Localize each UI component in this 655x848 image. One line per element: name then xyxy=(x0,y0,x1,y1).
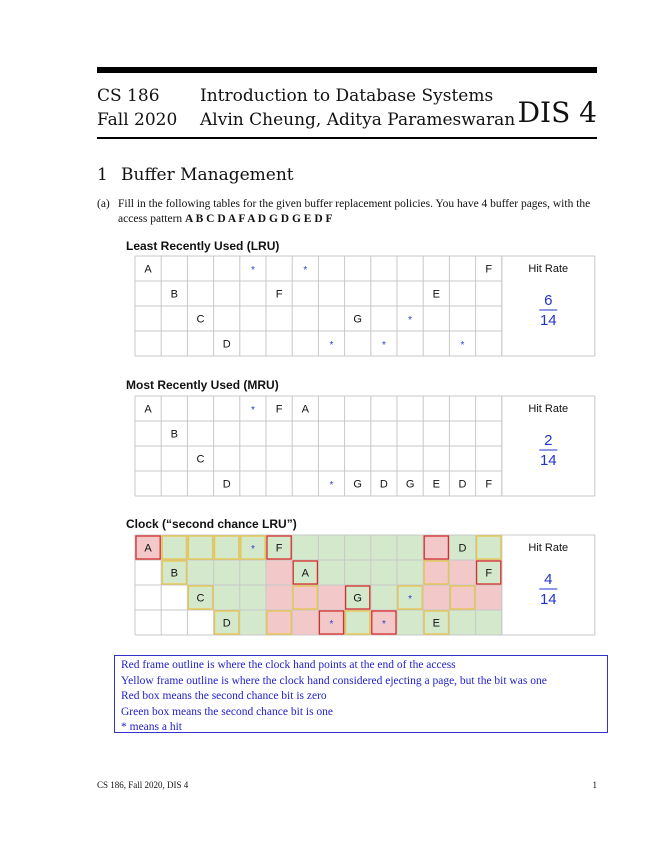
legend-line: Red box means the second chance bit is zero xyxy=(121,690,327,702)
hit-rate-numerator: 6 xyxy=(544,292,553,309)
clock-cell-fill xyxy=(266,610,292,635)
page-cell: A xyxy=(144,263,152,276)
hit-marker: * xyxy=(408,594,413,605)
clock-cell-fill xyxy=(449,560,475,585)
page-cell: D xyxy=(222,338,231,351)
clock-cell-fill xyxy=(214,535,240,560)
page-cell: B xyxy=(170,567,178,580)
clock-cell-fill xyxy=(345,535,371,560)
clock-cell-fill xyxy=(240,610,266,635)
hit-marker: * xyxy=(250,405,255,416)
clock-cell-fill xyxy=(266,560,292,585)
footer-left: CS 186, Fall 2020, DIS 4 xyxy=(97,780,189,790)
page-cell: A xyxy=(144,403,152,416)
page-cell: F xyxy=(275,288,283,301)
mru-title: Most Recently Used (MRU) xyxy=(126,378,279,392)
lru-title: Least Recently Used (LRU) xyxy=(126,239,280,253)
clock-cell-fill xyxy=(214,560,240,585)
legend-line: * means a hit xyxy=(121,721,182,733)
clock-cell-fill xyxy=(318,560,344,585)
header-top-rule xyxy=(97,67,597,73)
page-cell: A xyxy=(301,567,309,580)
hit-marker: * xyxy=(329,480,334,491)
clock-cell-fill xyxy=(318,535,344,560)
hit-rate-numerator: 2 xyxy=(544,432,553,449)
course-code: CS 186 xyxy=(97,86,160,106)
clock-cell-fill xyxy=(423,585,449,610)
clock-cell-fill xyxy=(318,585,344,610)
page-cell: G xyxy=(405,478,415,491)
discussion-number: DIS 4 xyxy=(517,96,597,129)
hit-rate-numerator: 4 xyxy=(544,571,553,588)
clock-cell-fill xyxy=(345,610,371,635)
hit-marker: * xyxy=(408,315,413,326)
clock-cell-fill xyxy=(397,560,423,585)
page-number: 1 xyxy=(592,780,597,790)
clock-title: Clock (“second chance LRU”) xyxy=(126,517,297,531)
section-number: 1 xyxy=(97,165,108,185)
section-heading xyxy=(97,165,294,185)
clock-cell-fill xyxy=(214,585,240,610)
legend-line: Yellow frame outline is where the clock hand considered ejecting a page, but the bit was one xyxy=(121,674,547,687)
page-cell: B xyxy=(170,428,178,441)
page-cell: D xyxy=(222,617,231,630)
section-title: Buffer Management xyxy=(121,165,294,185)
hit-rate-denominator: 14 xyxy=(539,591,557,608)
page-cell: F xyxy=(485,567,493,580)
clock-cell-fill xyxy=(423,535,449,560)
clock-cell-fill xyxy=(292,610,318,635)
page-cell: G xyxy=(353,592,362,605)
hit-marker: * xyxy=(250,265,255,276)
page-cell: F xyxy=(275,542,283,555)
page-cell: E xyxy=(432,288,440,301)
legend-line: Green box means the second chance bit is one xyxy=(121,705,334,718)
course-title: Introduction to Database Systems xyxy=(200,86,494,106)
hit-marker: * xyxy=(303,265,308,276)
page-cell: D xyxy=(379,478,388,491)
clock-cell-fill xyxy=(371,535,397,560)
page-cell: C xyxy=(196,592,205,605)
page-cell: D xyxy=(222,478,231,491)
question-label: (a) xyxy=(97,198,110,210)
hit-rate-label: Hit Rate xyxy=(528,542,569,554)
clock-cell-fill xyxy=(476,585,502,610)
page-cell: F xyxy=(485,263,493,276)
hit-rate-label: Hit Rate xyxy=(528,263,569,275)
clock-legend xyxy=(114,655,608,733)
clock-cell-fill xyxy=(423,560,449,585)
page-cell: G xyxy=(353,313,362,326)
page-cell: B xyxy=(170,288,178,301)
hit-marker: * xyxy=(460,340,465,351)
hit-marker: * xyxy=(381,619,386,630)
clock-cell-fill xyxy=(187,560,213,585)
page-cell: A xyxy=(144,542,152,555)
clock-cell-fill xyxy=(292,585,318,610)
question-body: Fill in the following tables for the given buffer replacement policies. You have 4 buffer pages, with the access pattern xyxy=(118,198,591,225)
hit-marker: * xyxy=(250,544,255,555)
clock-cell-fill xyxy=(371,560,397,585)
hit-rate-denominator: 14 xyxy=(539,452,557,469)
hit-rate-label: Hit Rate xyxy=(528,403,569,415)
page-cell: G xyxy=(353,478,362,491)
page-cell: D xyxy=(458,542,467,555)
lru-table xyxy=(134,255,600,358)
clock-cell-fill xyxy=(397,610,423,635)
instructors: Alvin Cheung, Aditya Parameswaran xyxy=(200,110,516,130)
page-cell: C xyxy=(196,313,205,326)
page-cell: C xyxy=(196,453,205,466)
page-cell: F xyxy=(485,478,493,491)
question-text xyxy=(97,197,607,227)
clock-table xyxy=(134,534,600,637)
hit-rate-denominator: 14 xyxy=(539,312,557,329)
course-term: Fall 2020 xyxy=(97,110,178,130)
page-cell: A xyxy=(301,403,309,416)
hit-marker: * xyxy=(329,340,334,351)
page-cell: E xyxy=(432,617,440,630)
clock-cell-fill xyxy=(292,535,318,560)
clock-cell-fill xyxy=(161,535,187,560)
page-cell: E xyxy=(432,478,440,491)
clock-cell-fill xyxy=(449,585,475,610)
clock-cell-fill xyxy=(449,610,475,635)
page-cell: D xyxy=(458,478,467,491)
clock-cell-fill xyxy=(476,535,502,560)
clock-cell-fill xyxy=(345,560,371,585)
access-pattern: A B C D A F A D G D G E D F xyxy=(185,213,333,225)
clock-cell-fill xyxy=(187,535,213,560)
mru-table xyxy=(134,395,600,498)
clock-cell-fill xyxy=(266,585,292,610)
hit-marker: * xyxy=(329,619,334,630)
legend-line: Red frame outline is where the clock hand points at the end of the access xyxy=(121,659,456,671)
clock-cell-fill xyxy=(240,585,266,610)
clock-cell-fill xyxy=(397,535,423,560)
clock-cell-fill xyxy=(476,610,502,635)
page-cell: F xyxy=(275,403,283,416)
hit-marker: * xyxy=(381,340,386,351)
clock-cell-fill xyxy=(240,560,266,585)
header-bottom-rule xyxy=(97,137,597,139)
clock-cell-fill xyxy=(371,585,397,610)
